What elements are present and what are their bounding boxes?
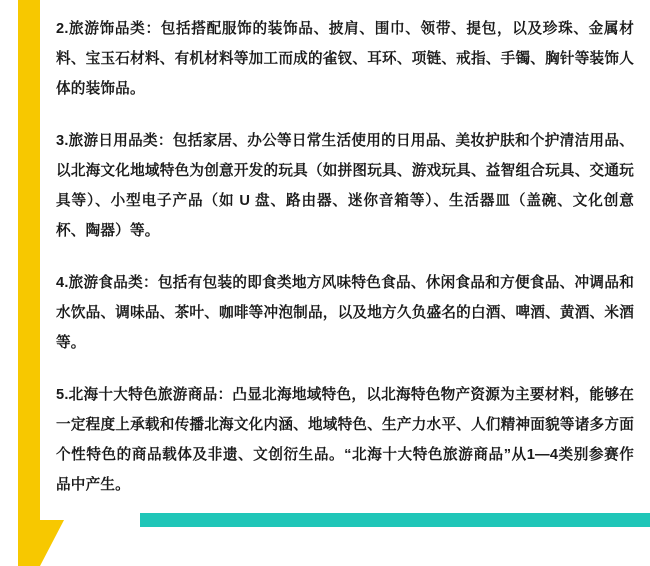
left-yellow-bar-foot-decoration (18, 520, 40, 566)
paragraph-item-4: 4.旅游食品类：包括有包装的即食类地方风味特色食品、休闲食品和方便食品、冲调品和水饮品、调味品、茶叶、咖啡等冲泡制品，以及地方久负盛名的白酒、啤酒、黄酒、米酒等。 (56, 275, 634, 351)
paragraph-item-5: 5.北海十大特色旅游商品：凸显北海地域特色，以北海特色物产资源为主要材料，能够在一定程度上承载和传播北海文化内涵、地域特色、生产力水平、人们精神面貌等诸多方面个性特色的商品载体及非遗、文创衍生品。“北海十大特色旅游商品”从1—4类别参赛作品中产生。 (56, 387, 634, 493)
left-yellow-bar-corner-decoration (40, 520, 64, 566)
paragraph-item-2: 2.旅游饰品类：包括搭配服饰的装饰品、披肩、围巾、领带、提包，以及珍珠、金属材料、宝玉石材料、有机材料等加工而成的雀钗、耳环、项链、戒指、手镯、胸针等装饰人体的装饰品。 (56, 21, 634, 97)
paragraph-item-3: 3.旅游日用品类：包括家居、办公等日常生活使用的日用品、美妆护肤和个护清洁用品、以北海文化地域特色为创意开发的玩具（如拼图玩具、游戏玩具、益智组合玩具、交通玩具等）、小型电子产品（如 U 盘、路由器、迷你音箱等）、生活器皿（盖碗、文化创意杯、陶器）等。 (56, 133, 634, 239)
document-body (56, 0, 634, 500)
left-yellow-bar-decoration (18, 0, 40, 520)
teal-strip-decoration (140, 513, 650, 527)
